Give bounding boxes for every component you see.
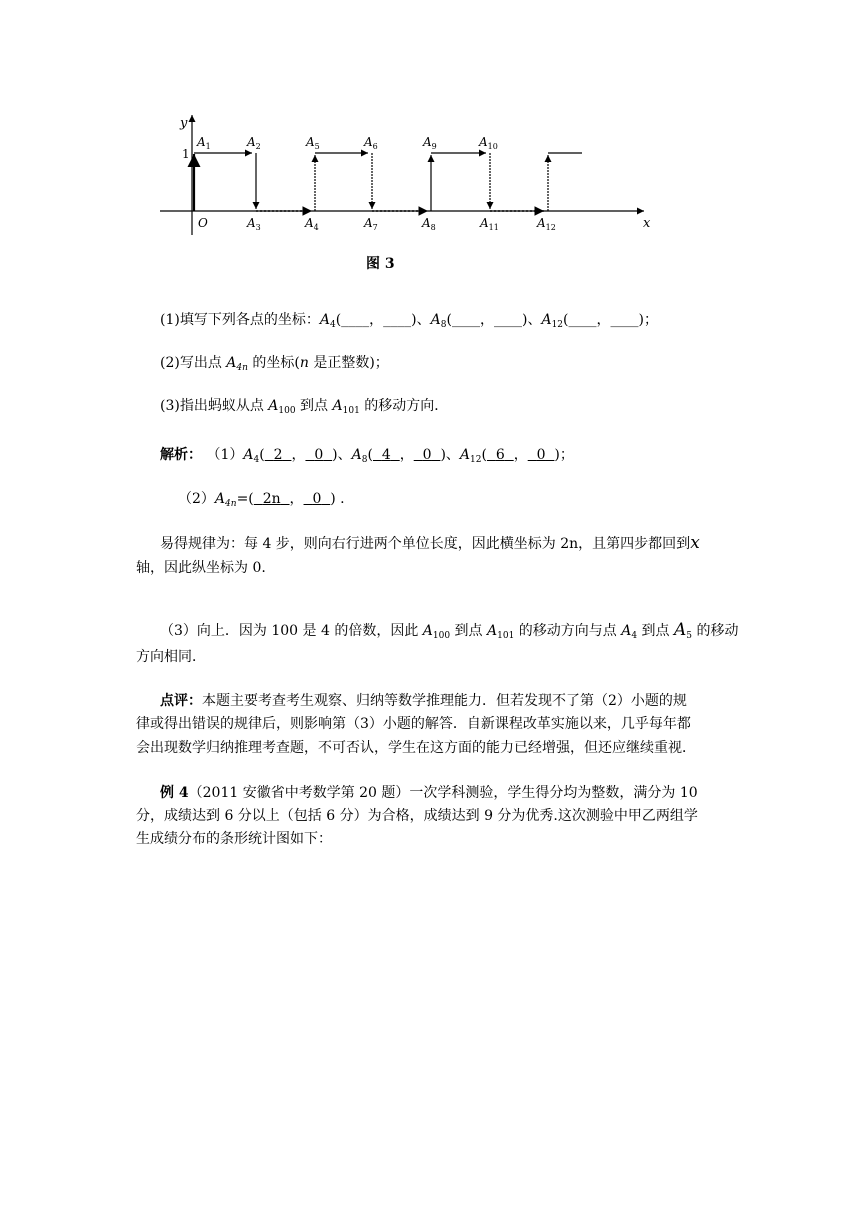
question-2: (2)写出点 $A_{4n}$ 的坐标(n 是正整数)； [160,355,389,373]
solution-line-2: $(2)A_{4n}=$( 2n ， 0 ) . [178,491,345,509]
y-axis-label: y [180,116,188,131]
point-label-a10: $A_{10}$ [479,135,498,151]
solution-part-3-line-2: 方向相同． [136,649,206,665]
question-3: (3)指出蚂蚁从点 $A_{100}$ 到点 $A_{101}$ 的移动方向． [160,398,449,416]
example-4-line-2: 分，成绩达到 6 分以上（包括 6 分）为合格，成绩达到 9 分为优秀.这次测验中甲乙两组学 [136,808,698,824]
question-1: (1)填写下列各点的坐标：$A_4(\_\_\_\_$，____)、$A_8(\_\_\_\_$，____)、$A_{12}(\_\_\_\_$，____)； [160,312,658,330]
point-label-a5: $A_5$ [306,135,320,151]
origin-label: O [198,216,208,230]
rule-line-1: 易得规律为：每 4 步，则向右行进两个单位长度，因此横坐标为 2n，且第四步都回到x [160,533,700,553]
point-label-a7: $A_7$ [364,216,378,232]
point-label-a3: $A_3$ [247,216,261,232]
comment-line-2: 律或得出错误的规律后，则影响第（3）小题的解答．自新课程改革实施以来，几乎每年都 [136,716,691,732]
comment-line-1: 点评：本题主要考查考生观察、归纳等数学推理能力．但若发现不了第（2）小题的规 [160,693,687,709]
example-4-line-1: 例 4（2011 安徽省中考数学第 20 题）一次学科测验，学生得分均为整数，满分为 10 [160,785,698,801]
point-label-a1: $A_1$ [197,135,211,151]
x-axis-label: x [643,216,651,231]
rule-line-2: 轴，因此纵坐标为 0. [136,560,266,576]
point-label-a8: $A_8$ [422,216,436,232]
ant-path [194,153,582,211]
point-label-a11: $A_{11}$ [480,216,499,232]
point-label-a4: $A_4$ [305,216,319,232]
point-label-a6: $A_6$ [364,135,378,151]
point-label-a9: $A_9$ [423,135,437,151]
tick-one-label: 1 [182,147,190,161]
ant-path-figure [150,105,670,235]
point-label-a2: $A_2$ [247,135,261,151]
point-label-a12: $A_{12}$ [537,216,556,232]
example-4-line-3: 生成绩分布的条形统计图如下： [136,831,332,847]
comment-line-3: 会出现数学归纳推理考查题，不可否认，学生在这方面的能力已经增强，但还应继续重视． [136,740,696,756]
figure-caption: 图 3 [366,256,395,272]
solution-part-3-line-1: （3）向上．因为 100 是 4 的倍数，因此 $A_{100}$ 到点 $A_{101}$ 的移动方向与点 $A_4$ 到点 $A_5$ 的移动 [160,620,739,641]
solution-line-1: 解析： $(1)A_4$( 2 ， 0 )、$A_8$( 4 ， 0 )、$A_{12}$( 6 ， 0 )； [160,447,574,465]
